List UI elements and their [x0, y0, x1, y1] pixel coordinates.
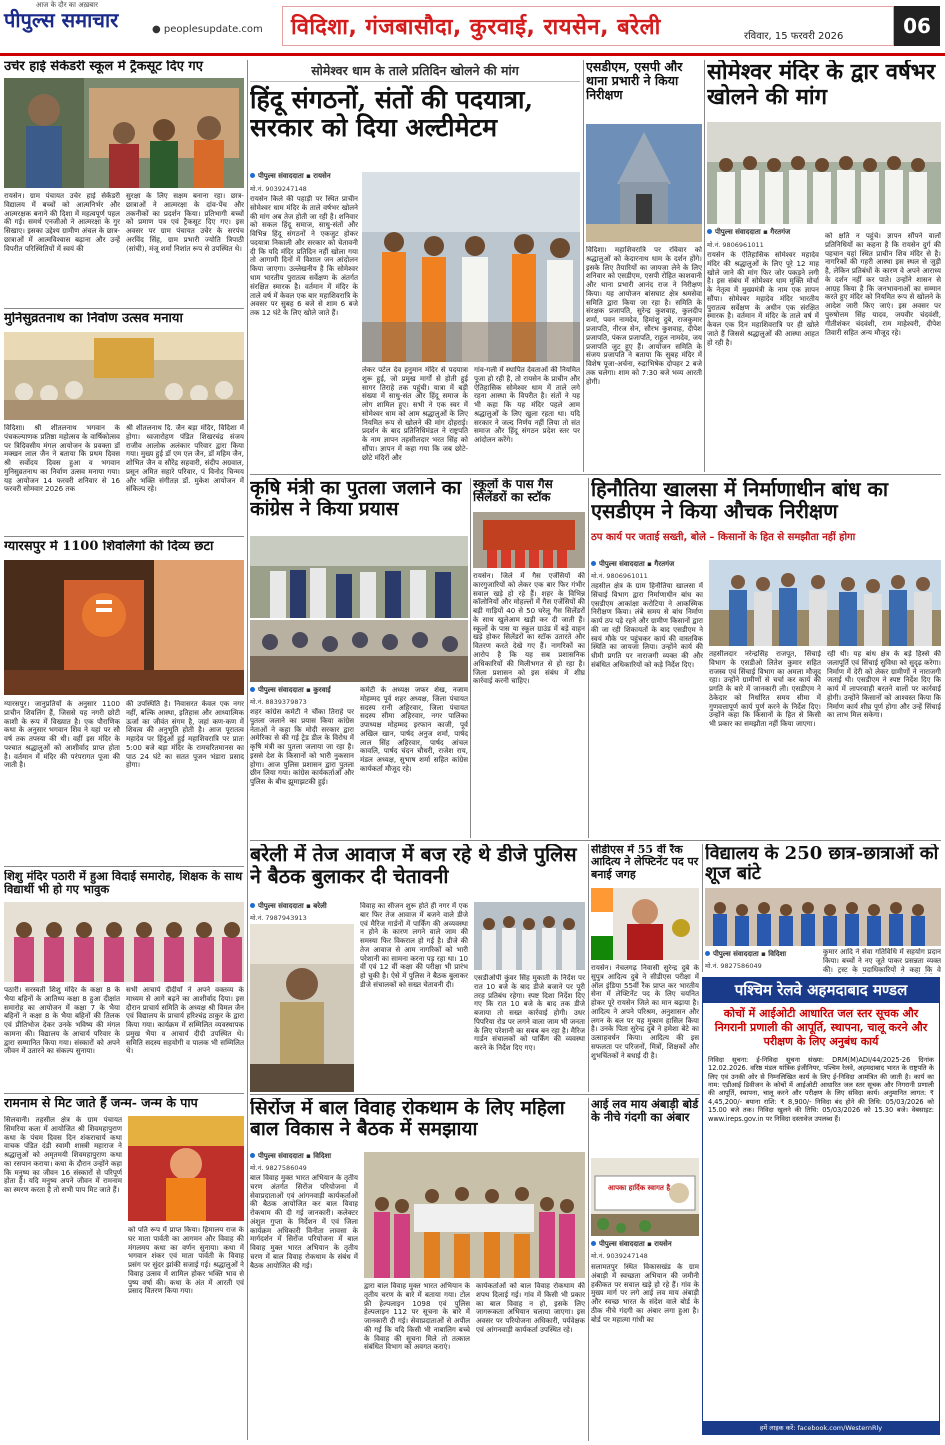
body-col-1: विवाह का सीजन शुरू होते ही नगर में एक बार फिर तेज आवाज में बजने वाले डीजे एवं मैरिज गार्डनों में पार्किंग की अव्यवस्था न होने के कारण लगने वाले जाम की समस्या फिर विकराल हो गई है। डीजे की तेज आवाज से आम नागरिकों को भारी परेशानी का सामना करना पड़ रहा था। 10 वीं एवं 12 वीं कक्षा की परीक्षा भी प्रारंभ हो चुकी है। ऐसे में पुलिस ने बैठक बुलाकर डीजे संचालकों को सख्त चेतावनी दी। — [360, 902, 468, 990]
byline-place: गैरतगंज — [770, 228, 791, 236]
photo-image — [709, 560, 941, 646]
photo-image — [4, 560, 244, 695]
issue-date: रविवार, 15 फरवरी 2026 — [744, 31, 844, 42]
headline: उचेर हाई सेकेंडरी स्कूल में ट्रैकसूट दिए गए — [4, 60, 203, 74]
mobile-number: मो.नं. 9039247148 — [250, 185, 307, 193]
body-col-2: एसडीओपी कुंवर सिंह मुकाती के निर्देश पर रात 10 बजे के बाद डीजे बजाने पर पूरी तरह प्रतिबंध रहेगा। स्पष्ट दिशा निर्देश दिए गए कि रात 10 बजे के बाद तक डीजे बजाया तो सख्त कार्रवाई होगी। उधर पिपरिया रोड पर लगने वाला जाम भी जनता के लिए परेशानी का सबब बन रहा है। मैरिज गार्डन संचालकों को पार्किंग की व्यवस्था करने के निर्देश दिए गए। — [474, 974, 585, 1053]
story-shoes-distribution — [705, 844, 941, 974]
photo-swagat-board — [591, 1158, 699, 1236]
headline: मुनिसुव्रतनाथ का निर्वाण उत्सव मनाया — [4, 312, 183, 326]
divider — [250, 474, 941, 475]
story-gyaraspur-shivling — [4, 540, 244, 865]
story-someshwar-doors — [707, 60, 941, 472]
divider — [4, 1093, 244, 1094]
photo-image — [250, 620, 468, 682]
story-effigy — [250, 478, 468, 838]
byline-name: पीपुल्स संवाददाता — [599, 1240, 645, 1248]
byline-dot-icon — [250, 1153, 255, 1158]
headline: रामनाम से मिट जाते हैं जन्म- जन्म के पाप — [4, 1096, 198, 1110]
body-col-3: रही थी। यह बांध क्षेत्र के बड़े हिस्से की जलापूर्ति एवं सिंचाई सुविधा को सुदृढ़ करेगा। निर्माण में देरी को लेकर ग्रामीणों ने नाराजगी जताई थी। एसडीएम ने स्पष्ट निर्देश दिए कि कार्य में लापरवाही बरतने वालों पर कार्रवाई होगी। उन्होंने किसानों को आश्वस्त किया कि निर्माण कार्य शीघ्र पूर्ण होगा और उन्हें सिंचाई का लाभ मिल सकेगा। — [827, 650, 941, 720]
mobile-number: मो.नं. 9806961011 — [591, 572, 648, 580]
photo-dj-owners-meeting — [474, 902, 585, 970]
photo-image — [250, 536, 468, 618]
body-col-2: कुमार आदि ने सेवा गतिविधि में सहयोग प्रदान किया। बच्चों ने नए जूते पाकर प्रसन्नता व्यक्त की। ट्रस्ट के पदाधिकारियों ने कहा कि वे — [823, 948, 941, 974]
divider — [250, 1094, 700, 1095]
photo-image — [591, 1158, 699, 1236]
mobile-number: मो.नं. 9806961011 — [707, 241, 764, 249]
headline: कृषि मंत्री का पुतला जलाने का कांग्रेस ने किया प्रयास — [250, 478, 462, 521]
column-rule — [583, 60, 584, 472]
photo-image — [128, 1116, 244, 1221]
body-col-2: सभी आचार्य दीदीयों ने अपने वक्तव्य के माध्यम से आगे बढ़ने का आशीर्वाद दिया। इस दौरान प्राचार्य समिति के अध्यक्ष श्री विमल जैन एवं विद्यालय के प्राचार्य हरिश्चंद्र ठाकुर के द्वारा किया गया। कार्यक्रम में सम्मिलित व्यवस्थापक प्रमुख भैया व आचार्य दीदी उपस्थित थे। समिति सदस्य सहयोगी व पालक भी सम्मिलित थे। — [126, 986, 244, 1056]
photo-protest-crowd — [250, 620, 468, 682]
photo-image — [707, 122, 941, 224]
byline-place: विदिशा — [313, 1152, 332, 1160]
body-col-3: गांव-गली में स्थापित देवताओं की नियमित पूजा हो रही है, तो रायसेन के प्राचीन और ऐतिहासिक सोमेश्वर धाम में ताले लगे रहना आस्था के विपरीत है। संतों ने यह भी कहा कि यह मंदिर पहले आम श्रद्धालुओं के लिए खुला रहता था। यदि सरकार ने जल्द निर्णय नहीं लिया तो संत समाज और हिंदू संगठन प्रदेश स्तर पर आंदोलन करेंगे। — [474, 366, 580, 445]
body-col-1: विदिशा। श्री शीतलनाथ भगवान के पंचकल्याणक प्रतिष्ठा महोत्सव के वार्षिकोत्सव पर त्रिदिवसीय मंगल आयोजन के प्रवक्ता डॉ मक्खन लाल जैन ने बताया कि प्रथम दिवस श्री सर्वोदय दिवस हुआ व भगवान मुनिसुव्रतनाथ का निर्वाण उत्सव मनाया गया। यह आयोजन 14 फरवरी शनिवार से 16 फरवरी सोमवार 2026 तक — [4, 424, 120, 494]
body-col-1: सलामतपुर स्थित विकासखंड के ग्राम अंबाड़ी में स्वच्छता अभियान की जमीनी हकीकत पर सवाल खड़े हो रहे हैं। गांव के मुख्य मार्ग पर लगे आई लव माय अंबाड़ी और स्वच्छ भारत के संदेश वाले बोर्ड के ठीक नीचे गंदगी का अंबार लगा हुआ है। बोर्ड पर महात्मा गांधी का — [591, 1263, 699, 1324]
body-col-1: रायसेन के ऐतिहासिक सोमेश्वर महादेव मंदिर की श्रद्धालुओं के लिए पूरे 12 माह खोले जाने की मांग फिर जोर पकड़ने लगी है। इस संबंध में सोमेश्वर धाम मुक्ति मोर्चा के नेतृत्व में मुख्यमंत्री के नाम एक ज्ञापन सौंपा। सोमेश्वर महादेव मंदिर भारतीय पुरातत्व सर्वेक्षण के अधीन एक संरक्षित स्मारक है। वर्तमान में मंदिर के ताले वर्ष में केवल एक दिन महाशिवरात्रि पर ही खोले जाते हैं जिससे श्रद्धालुओं की आस्था आहत हो रही है। — [707, 251, 819, 347]
section-cities-title: विदिशा, गंजबासौदा, कुरवाई, रायसेन, बरेली — [282, 6, 894, 46]
byline-name: पीपुल्स संवाददाता — [258, 686, 304, 694]
body-col-1: रायसेन किले की पहाड़ी पर स्थित प्राचीन सोमेश्वर धाम मंदिर के ताले वर्षभर खोलने की मांग अब तेज होती जा रही है। शनिवार को सकल हिंदू समाज, साधु-संतों और विभिन्न हिंदू संगठनों ने एकजुट होकर पदयात्रा निकाली और सरकार को चेतावनी दी कि यदि मंदिर प्रतिदिन नहीं खोला गया तो आगामी दिनों में विशाल जन आंदोलन किया जाएगा। उल्लेखनीय है कि सोमेश्वर धाम भारतीय पुरातत्व सर्वेक्षण के अंतर्गत संरक्षित स्मारक है। वर्तमान में मंदिर के ताले वर्ष में केवल एक बार महाशिवरात्रि के अवसर पर सुबह 6 बजे से शाम 6 बजे तक 12 घंटे के लिए खोले जाते हैं। — [250, 195, 358, 318]
photo-dam-site — [709, 560, 941, 646]
url-text: peoplesupdate.com — [163, 24, 263, 35]
photo-image — [4, 78, 244, 188]
divider — [4, 536, 244, 537]
mobile-number: मो.नं. 9827586049 — [705, 962, 762, 970]
photo-image — [705, 888, 941, 946]
story-ambadi-garbage — [591, 1098, 699, 1441]
photo-memorandum — [707, 122, 941, 224]
body-col-2: श्री शीतलनाथ दि. जैन बड़ा मंदिर, विदिशा में होगा। ध्वजारोहण पंडित शिखरचंद्र संजय राजीव आलोक अलंकार परिवार द्वारा किया गया। मुख्य हुई डॉ एम एल जैन, डॉ महिम जैन, शोभित जैन व सौरेंद्र सहवारी, संदीप अग्रवाल, प्रसून अमित सहारे परिवार, पं विनोद चिन्मय और भक्ति संगीतज्ञ डॉ. मुकेश आयोजन में संकिल्प रहे। — [126, 424, 244, 494]
headline: बरेली में तेज आवाज में बज रहे थे डीजे पुलिस ने बैठक बुलाकर दी चेतावनी — [250, 844, 577, 888]
body-col-1: शहर कांग्रेस कमेटी ने चौंका तिराहे पर पुतला जलाने का प्रयास किया कांग्रेस नेताओं ने कहा कि मोदी सरकार द्वारा अमेरिका से की गई ट्रेड डील के विरोध में कृषि मंत्री का पुतला जलाया जा रहा है। इससे देश के किसानों को भारी नुकसान होगा। आज पुलिस प्रशासन द्वारा पुतला छीन लिया गया। कांग्रेस कार्यकर्ताओं और पुलिस के बीच झूमाझटकी हुई। — [250, 708, 354, 787]
body-col-3: कार्यकर्ताओं को बाल विवाह रोकथाम की शपथ दिलाई गई। गांव में किसी भी प्रकार का बाल विवाह न हो, इसके लिए जागरूकता अभियान चलाया जाएगा। इस अवसर पर परियोजना अधिकारी, पर्यवेक्षक एवं आंगनवाड़ी कार्यकर्ता उपस्थित रहे। — [476, 1282, 585, 1334]
photo-padyatra — [362, 172, 580, 362]
kicker: सोमेश्वर धाम के ताले प्रतिदिन खोलने की मांग — [250, 60, 580, 82]
photo-image — [591, 888, 699, 960]
headline: सिरोंज में बाल विवाह रोकथाम के लिए महिला बाल विकास ने बैठक में समझाया — [250, 1098, 565, 1141]
column-rule — [247, 60, 248, 1440]
byline-name: पीपुल्स संवाददाता — [713, 950, 759, 958]
page-number: 06 — [894, 6, 940, 46]
photo-image — [362, 172, 580, 362]
headline: आई लव माय अंबाड़ी बोर्ड के नीचे गंदगी का अंबार — [591, 1098, 699, 1124]
body-col-2: को क्षति न पहुंचे। ज्ञापन सौंपने वालों प्रतिनिधियों का कहना है कि रायसेन दुर्ग की पहचान यहां स्थित प्राचीन शिव मंदिर से है। नागरिकों की गहरी आस्था इस स्थल से जुड़ी है, लेकिन प्रतिबंधों के कारण वे अपने आराध्य के दर्शन नहीं कर पाते। उन्होंने शासन से आग्रह किया है कि जनभावनाओं का सम्मान करते हुए मंदिर को नियमित रूप से खोलने के आदेश जारी किए जाएं। इस अवसर पर पुरुषोत्तम सिंह यादव, जयवीर चंदवंशी, गीतीशंकर चंदवंशी, राम माहेश्वरी, दीपेश तिवारी सहित अन्य मौजूद रहे। — [825, 232, 941, 337]
column-rule — [702, 844, 703, 972]
byline-name: पीपुल्स संवाददाता — [599, 560, 645, 568]
mobile-number: मो.नं. 9039247148 — [591, 1252, 648, 1260]
body-col-2: को पति रूप में प्राप्त किया। हिमालय राज के घर माता पार्वती का आगमन और विवाह की मंगलमय कथा का वर्णन सुनाया। कथा में भगवान शंकर एवं माता पार्वती के विवाह प्रसंग पर सुंदर झांकी सजाई गई। श्रद्धालुओं ने विवाह उत्सव में शामिल होकर भक्ति भाव से पुष्प वर्षा की। कथा के अंत में आरती एवं प्रसाद वितरण किया गया। — [128, 1226, 244, 1296]
body-text: विदिशा। महाशिवरात्रि पर रविवार को श्रद्धालुओं को केदारनाथ धाम के दर्शन होंगे। इसके लिए तैयारियों का जायजा लेने के लिए शनिवार को एसडीएम, एसपी रोहित काशवानी और थाना प्रभारी आनंद राज ने निरीक्षण किया। यह आयोजन बांसघाट क्षेत्र श्रमसेवा समिति द्वारा किया जा रहा है। समिति के संरक्षक प्रजापति, सुरेन्द्र कुशवाह, कुलदीप शर्मा, पवन नामदेव, हिमांशु दुबे, राजकुमार प्रजापति, नीरज सेन, सौरभ कुशवाह, दीपेश प्रजापति, पंकज प्रजापति, राहुल नामदेव, जय प्रजापति जुट हुए हैं। आयोजन समिति के संजय प्रजापति ने बताया कि सुबह मंदिर में विशेष पूजा-अर्चना, रुद्राभिषेक दोपहर 2 बजे तक चलेगा। शाम को 7:30 बजे भव्य आरती होगी। — [586, 246, 702, 386]
byline: पीपुल्स संवाददाता ▪ विदिशा — [250, 1152, 331, 1161]
mobile-number: मो.नं. 7987943913 — [250, 914, 307, 922]
story-cds-rank — [591, 844, 699, 1092]
masthead — [0, 0, 945, 56]
byline: पीपुल्स संवाददाता ▪ रायसेन — [250, 172, 331, 181]
body-col-2: तहसीलदार नरेन्द्रसिंह राजपूत, सिंचाई विभाग के एसडीओ लितेश कुमार सहित राजस्व एवं सिंचाई विभाग का अमला मौजूद रहा। उन्होंने ग्रामीणों से चर्चा कर कार्य की प्रगति के बारे में जानकारी ली। एसडीएम ने ठेकेदार को निर्धारित समय सीमा में गुणवत्तापूर्ण कार्य पूर्ण करने के निर्देश दिए। उन्होंने कहा कि किसानों के हित से किसी भी प्रकार का समझौता नहीं किया जाएगा। — [709, 650, 821, 729]
subheadline: ठप कार्य पर जताई सख्ती, बोले – किसानों के हित से समझौता नहीं होगा — [591, 531, 856, 543]
byline-place: विदिशा — [768, 950, 787, 958]
photo-image — [250, 924, 354, 1092]
photo-image — [586, 124, 702, 242]
byline-dot-icon — [250, 903, 255, 908]
byline-dot-icon — [591, 561, 596, 566]
photo-jain-temple — [4, 332, 244, 420]
logo-tagline: आज के दौर का अख़बार — [36, 1, 98, 9]
story-gas-cylinders — [473, 478, 585, 838]
column-rule — [588, 1098, 589, 1441]
byline: पीपुल्स संवाददाता ▪ गैरतगंज — [591, 560, 674, 569]
mobile-number: मो.नं. 9827586049 — [250, 1164, 307, 1172]
headline: एसडीएम, एसपी और थाना प्रभारी ने किया निरीक्षण — [586, 60, 683, 102]
logo-text: पीपुल्स समाचार — [4, 8, 119, 32]
story-hindu-padyatra — [250, 60, 580, 472]
byline: पीपुल्स संवाददाता ▪ बरेली — [250, 902, 327, 911]
column-rule — [470, 478, 471, 838]
photo-image — [4, 332, 244, 420]
ad-header: पश्चिम रेलवे अहमदाबाद मण्डल — [703, 978, 939, 1003]
byline: पीपुल्स संवाददाता ▪ कुरवाई — [250, 686, 331, 695]
mobile-number: मो.नं. 8839379873 — [250, 698, 307, 706]
photo-katha — [128, 1116, 244, 1221]
photo-awareness-rally — [364, 1152, 585, 1278]
body-col-2: कमेटी के अध्यक्ष जफर शेख, नजाम मोहम्मद पूर्व शहर अध्यक्ष, जिला पंचायत सदस्य रानी अहिरवार, जिला पंचायत सदस्य सीमा अहिरवार, नगर पालिका उपाध्यक्ष मोहम्मद इरफान काजी, पूर्व अखिल खान, पार्षद अनुज शर्मा, पार्षद लाल सिंह अहिरवार, पार्षद आंचल कावलि, पार्षद चंदन चौधरी, राजेश राय, मंडल अध्यक्ष, सुभाष शर्मा सहित कांग्रेस कार्यकर्ता मौजूद रहे। — [360, 686, 468, 774]
headline: सोमेश्वर मंदिर के द्वार वर्षभर खोलने की मांग — [707, 60, 936, 110]
photo-students-shoes — [705, 888, 941, 946]
byline-place: बरेली — [313, 902, 327, 910]
story-child-marriage — [250, 1098, 585, 1441]
ad-body: निविदा सूचना: ई-निविदा सूचना संख्या: DRM(M)ADI/44/2025-26 दिनांक 12.02.2026. वरिष्ठ मंडल यांत्रिक इंजीनियर, पश्चिम रेलवे, अहमदाबाद भारत के राष्ट्रपति के लिए एवं उनकी ओर से निम्नलिखित कार्य के लिए ई-निविदा आमंत्रित की जाती है। कार्य का नाम: एडीआई डिवीजन के कोचों में आईओटी आधारित जल स्तर सूचक और निगरानी प्रणाली की आपूर्ति, स्थापना, चालू करने और परीक्षण के लिए संविदा कार्य। अनुमानित लागत: ₹ 4,45,200/- बयाना राशि: ₹ 8,900/- निविदा बंद होने की तिथि: 05/03/2026 को 15.00 बजे तक। निविदा खुलने की तिथि: 05/03/2026 को 15.30 बजे। वेबसाइट: www.ireps.gov.in पर निविदा दस्तावेज उपलब्ध हैं। — [708, 1055, 934, 1123]
column-rule — [588, 844, 589, 1092]
byline-name: पीपुल्स संवाददाता — [715, 228, 761, 236]
headline: सीडीएस में 55 वीं रैंक आदित्य ने लेफ्टिनेंट पद पर बनाई जगह — [591, 844, 699, 881]
photo-image — [474, 902, 585, 970]
story-sdm-inspection — [586, 60, 702, 472]
column-rule — [704, 60, 705, 472]
body-col-1: सिलवानी। तहसील क्षेत्र के ग्राम पंचायत सिमरिया कला में आयोजित श्री शिवमहापुराण कथा के पंचम दिवस दिन शंकराचार्य कथा वाचक पंडित दंडी स्वामी शास्त्री महाराज ने श्रद्धालुओं को अमृतमयी शिवमहापुराण कथा का रसपान कराया। कथा के दौरान उन्होंने कहा कि मनुष्य का जीवन 16 संस्कारों से परिपूर्ण होता है। यदि मनुष्य अपने जीवन में रामनाम का स्मरण करता है तो सभी पाप मिट जाते हैं। — [4, 1116, 122, 1195]
byline: पीपुल्स संवाददाता ▪ विदिशा — [705, 950, 786, 959]
body-col-2: लेकर पटेल देव हनुमान मंदिर से पदयात्रा शुरू हुई, जो प्रमुख मार्गों से होती हुई सागर तिराहे तक पहुंची। यात्रा में बड़ी संख्या में साधु-संत और हिंदू समाज के लोग शामिल हुए। सभी ने एक स्वर में सोमेश्वर धाम को आम श्रद्धालुओं के लिए नियमित रूप से खोलने की मांग दोहराई। प्रदर्शन के बाद प्रतिनिधिमंडल ने राष्ट्रपति के नाम ज्ञापन तहसीलदार भरत सिंह को सौंपा। ज्ञापन में कहा गया कि जब छोटे-छोटे मंदिरों और — [362, 366, 468, 462]
ad-subject: कोचों में आईओटी आधारित जल स्तर सूचक और निगरानी प्रणाली की आपूर्ति, स्थापना, चालू करने और परीक्षण के लिए अनुबंध कार्य — [714, 1006, 928, 1049]
byline: पीपुल्स संवाददाता ▪ रायसेन — [591, 1240, 672, 1249]
photo-image — [364, 1152, 585, 1278]
newspaper-logo — [4, 1, 154, 46]
story-ramnaam — [4, 1096, 244, 1441]
body-text: रायसेन। नेचलगढ़ निवासी सुरेन्द्र दुबे के सुपुत्र आदित्य दुबे ने सीडीएस परीक्षा में ऑल इंडिया 55वीं रैंक प्राप्त कर भारतीय सेना में लेफ्टिनेंट पद के लिए चयनित होकर पूरे रायसेन जिले का मान बढ़ाया है। आदित्य ने अपने परिश्रम, अनुशासन और लगन के बल पर यह मुकाम हासिल किया है। उनके पिता सुरेन्द्र दुबे ने हमेशा बेटे का उत्साहवर्धन किया। आदित्य की इस सफलता पर परिजनों, मित्रों, शिक्षकों और शुभचिंतकों ने बधाई दी है। — [591, 964, 699, 1060]
byline-place: रायसेन — [654, 1240, 672, 1248]
story-nirvana-utsav — [4, 312, 244, 534]
divider — [4, 308, 244, 309]
byline-name: पीपुल्स संवाददाता — [258, 902, 304, 910]
headline: हिंदू संगठनों, संतों की पदयात्रा, सरकार को दिया अल्टीमेटम — [250, 85, 534, 142]
body-text: रायसेन। जिले में गैस एजेंसियों की कारगुजारियों को लेकर एक बार फिर गंभीर सवाल खड़े हो रहे हैं। शहर के विभिन्न कॉलोनियों और मोहल्लों में गैस एजेंसियों की बड़ी गाड़ियों 40 से 50 घरेलू गैस सिलेंडरों के साथ खुलेआम खड़ी कर दी जाती हैं। स्कूलों के पास या स्कूल ग्राउंड में बड़े वाहन खड़े होकर सिलेंडरों का स्टॉक उतारते और वितरण करते देखे गए हैं। नागरिकों का आरोप है कि यह सब प्रशासनिक अधिकारियों की मिलीभगत से हो रहा है। जिला प्रशासन को इस संबंध में शीघ्र कार्रवाई करनी चाहिए। — [473, 572, 585, 686]
body-col-1: ग्यारसपुर। जानुप्रतियों के अनुसार 1100 प्राचीन शिवलिंग हैं, जिससे यह नगरी छोटी काशी के रूप में विख्यात है। एक पौराणिक कथा के अनुसार भगवान शिव ने यहां पर सौ वर्ष तक तपस्या की थी। वहीं इस मंदिर के पश्चात श्रद्धालुओं को आशीर्वाद प्राप्त होता है। वर्तमान में मंदिर की परंपरागत पूजा की जाती है। — [4, 700, 120, 770]
body-col-1: तहसील क्षेत्र के ग्राम हिनौतिया खालसा में सिंचाई विभाग द्वारा निर्माणाधीन बांध का एसडीएम आकांक्षा करोटिया ने आकस्मिक निरीक्षण किया। लंबे समय से बांध निर्माण कार्य ठप पड़े रहने और ग्रामीण किसानों द्वारा की जा रही शिकायतों के बाद एसडीएम ने स्वयं मौके पर पहुंचकर कार्य की वास्तविक स्थिति का जायजा लिया। उन्होंने कार्य की धीमी प्रगति पर नाराजगी व्यक्त की और संबंधित अधिकारियों को कड़े निर्देश दिए। — [591, 582, 703, 670]
byline-dot-icon — [250, 173, 255, 178]
story-dj-warning — [250, 844, 585, 1092]
headline: शिशु मंदिर पठारी में हुआ विदाई समारोह, शिक्षक के साथ विद्यार्थी भी हो गए भावुक — [4, 870, 243, 896]
photo-effigy-protest — [250, 536, 468, 618]
headline: ग्यारसपुर में 1100 शिवलिंगों की दिव्य छटा — [4, 540, 214, 554]
story-shishu-mandir — [4, 870, 244, 1092]
ad-footer: हमें लाइक करें: facebook.com/WesternRly — [703, 1421, 939, 1434]
body-col-2: की उपस्थिति है। निवासरत केवल एक नगर नहीं, बल्कि आस्था, इतिहास और आध्यात्मिक ऊर्जा का जीवंत संगम है, जहां कण-कण में शिवत्व की अनुभूति होती है। आज पूरातत्व महादेव पर हिंदुओं हुई महाशिवरात्रि पर प्रातः 5:00 बजे बड़ा मंदिर के रामचरितमानस का पाठ 24 घंटे का सतत पूजन भंडारा प्रसाद होगा। — [126, 700, 244, 770]
photo-image — [473, 512, 585, 568]
byline-dot-icon — [591, 1241, 596, 1246]
headline: हिनौतिया खालसा में निर्माणाधीन बांध का एसडीएम ने किया औचक निरीक्षण — [591, 478, 889, 524]
byline-place: रायसेन — [313, 172, 331, 180]
website-url: ● peoplesupdate.com — [152, 24, 263, 35]
body-col-2: द्वारा बाल विवाह मुक्त भारत अभियान के तृतीय चरण के बारे में बताया गया। टोल फ्री हेल्पलाइन 1098 एवं पुलिस हेल्पलाइन 112 पर सूचना के बारे में जानकारी दी गई। सेवाप्रदाताओं से अपील की गई कि यदि किसी भी नाबालिग बच्चे के विवाह की सूचना मिले तो तत्काल संबंधित विभाग को अवगत कराएं। — [364, 1282, 470, 1352]
body-col-2: सुरक्षा के लिए सक्षम बनाना रहा। छात्र-छात्राओं ने आत्मरक्षा के दांव-पेंच और तकनीकों का प्रदर्शन किया। प्रतिभागी बच्चों को प्रमाण पत्र एवं ट्रैकसूट दिए गए। इस अवसर पर ग्राम पंचायत उचेर के सरपंच अरविंद सिंह, ग्राम प्रभारी ज्योति त्रिपाठी (सांची), मंजू शर्मा निशांत रूप से उपस्थित थे। — [126, 192, 244, 253]
railway-tender-ad — [702, 977, 940, 1435]
photo-caption: आपका हार्दिक स्वागत है — [607, 1184, 671, 1192]
photo-students-tracksuit — [4, 78, 244, 188]
photo-shivling — [4, 560, 244, 695]
byline-name: पीपुल्स संवाददाता — [258, 1152, 304, 1160]
byline-place: गैरतगंज — [654, 560, 675, 568]
story-dam-inspection — [591, 478, 941, 838]
byline: पीपुल्स संवाददाता ▪ गैरतगंज — [707, 228, 790, 237]
byline-dot-icon — [250, 687, 255, 692]
photo-aditya — [591, 888, 699, 960]
headline: विद्यालय के 250 छात्र-छात्राओं को शूज बांटे — [705, 844, 939, 885]
body-col-1: पठारी। सरस्वती शिशु मंदिर के कक्षा 8 के भैया बहिनों के आतिथ्य कक्षा 8 हुआ दीक्षांत समारोह का आयोजन में कक्षा 7 के भैया बहिनों ने कक्षा 8 के भैया बहिनों की तिलक एवं प्रीतिभोज देकर उनके भविष्य की मंगल कामना की। विद्यालय के आचार्य परिवार के द्वारा सम्मानित किया गया। संस्कारों को अपने जीवन में उतारने का संकल्प सुनाया। — [4, 986, 120, 1056]
column-rule — [588, 478, 589, 838]
photo-police-meeting — [250, 924, 354, 1092]
body-col-1: रायसेन। ग्राम पंचायत उचेर हाई सेकेंडरी विद्यालय में बच्चों को आत्मनिर्भर और आत्मरक्षक बनाने की दिशा में महत्वपूर्ण पहल की गई। समर्थ एनजीओ ने आत्मरक्षा के गुर सिखाए। इसका उद्देश्य ग्रामीण अंचल के छात्र-छात्राओं में आत्मविश्वास बढ़ाना और उन्हें विपरीत परिस्थितियों में स्वयं की — [4, 192, 120, 253]
byline-dot-icon — [705, 951, 710, 956]
body-col-1: बाल विवाह मुक्त भारत अभियान के तृतीय चरण अंतर्गत सिरोंज परियोजना में सेवाप्रदाताओं एवं आंगनवाड़ी कार्यकर्ताओं की बैठक आयोजित कर बाल विवाह रोकथाम की दी गई जानकारी। कलेक्टर अंशुल गुप्ता के निर्देशन में एवं जिला कार्यक्रम अधिकारी विनीता लावसा के मार्गदर्शन में सिरोंज परियोजना में बाल विवाह मुक्त भारत अभियान के तृतीय चरण में बाल विवाह रोकथाम के संबंध में बैठक आयोजित की गई। — [250, 1174, 358, 1270]
photo-temple — [586, 124, 702, 242]
byline-place: कुरवाई — [313, 686, 331, 694]
byline-dot-icon — [707, 229, 712, 234]
byline-name: पीपुल्स संवाददाता — [258, 172, 304, 180]
divider — [4, 866, 244, 867]
photo-farewell — [4, 902, 244, 982]
divider — [250, 840, 941, 841]
photo-cylinders — [473, 512, 585, 568]
photo-image — [4, 902, 244, 982]
story-uchher-tracksuit — [4, 60, 244, 310]
headline: स्कूलों के पास गैस सिलेंडरों का स्टॉक — [473, 478, 553, 505]
